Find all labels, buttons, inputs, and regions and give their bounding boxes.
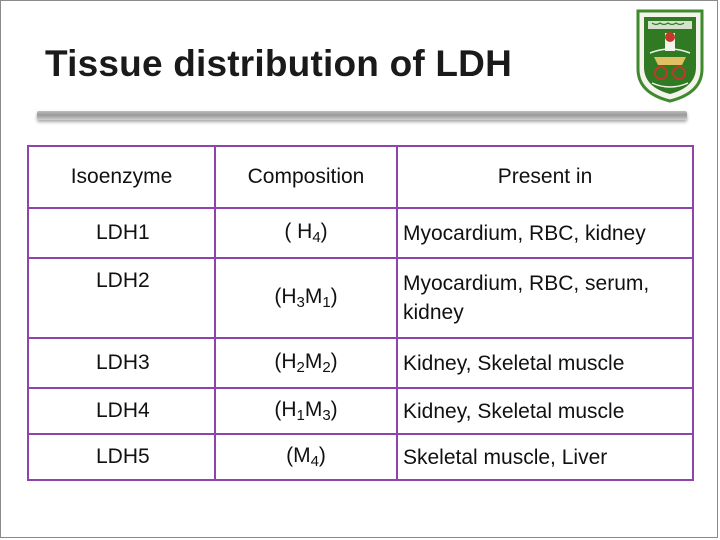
cell-present-in: Myocardium, RBC, kidney [397, 208, 693, 258]
header-composition: Composition [215, 146, 397, 208]
cell-isoenzyme: LDH4 [28, 388, 215, 434]
cell-composition: $(H_2M_2)$ [215, 338, 397, 388]
cell-composition: $(H_1M_3)$ [215, 388, 397, 434]
header-present-in: Present in [397, 146, 693, 208]
university-crest-icon [632, 7, 708, 103]
table-row [28, 388, 693, 434]
title-underline [37, 111, 687, 120]
table-row [28, 434, 693, 480]
cell-isoenzyme: LDH2 [28, 258, 215, 338]
cell-isoenzyme: LDH5 [28, 434, 215, 480]
ldh-table [27, 145, 694, 481]
slide-title: Tissue distribution of LDH [45, 43, 513, 84]
table-header-row [28, 146, 693, 208]
table-row [28, 338, 693, 388]
table-row [28, 208, 693, 258]
cell-isoenzyme: LDH1 [28, 208, 215, 258]
header-isoenzyme: Isoenzyme [28, 146, 215, 208]
cell-isoenzyme: LDH3 [28, 338, 215, 388]
cell-present-in: Skeletal muscle, Liver [397, 434, 693, 480]
table-row [28, 258, 693, 338]
cell-composition: $(H_3M_1)$ [215, 258, 397, 338]
cell-present-in: Kidney, Skeletal muscle [397, 338, 693, 388]
cell-composition: ( $H_4$) [215, 208, 397, 258]
cell-present-in: Kidney, Skeletal muscle [397, 388, 693, 434]
cell-composition: $(M_4)$ [215, 434, 397, 480]
cell-present-in: Myocardium, RBC, serum, kidney [397, 258, 693, 338]
